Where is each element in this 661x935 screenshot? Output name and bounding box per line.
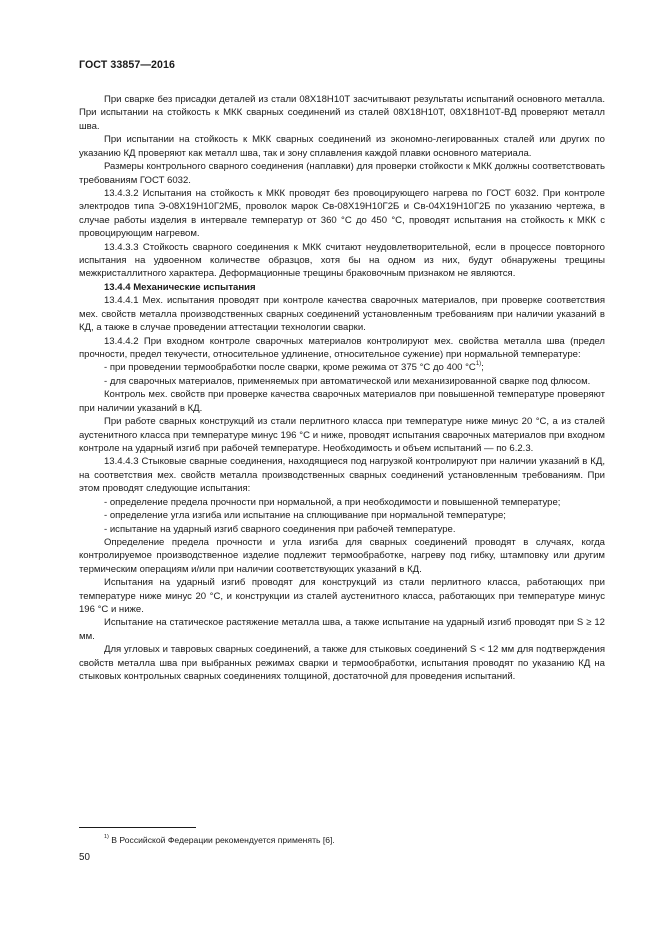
page-number: 50: [79, 852, 90, 863]
list-item: - испытание на ударный изгиб сварного соединения при рабочей температуре.: [104, 523, 456, 535]
paragraph: 13.4.4.3 Стыковые сварные соединения, находящиеся под нагрузкой контролируют при наличии указаний в КД, на соответствия мех. свойств металла производственных сварных соединений установленным требованиям. При этом проводят следующие испытания:: [79, 456, 605, 495]
paragraph: При сварке без присадки деталей из стали 08Х18Н10Т засчитывают результаты испытаний основного металла. При испытании на стойкость к МКК сварных соединений из сталей 08Х18Н10Т, 08Х18Н10Т-ВД проверяют металл шва.: [79, 94, 605, 132]
footnote: [104, 833, 335, 846]
footnote-divider: [79, 827, 196, 828]
footnote-mark: 1): [104, 834, 109, 840]
paragraph: Контроль мех. свойств при проверке качества сварочных материалов при повышенной температуре проверяют при наличии указаний в КД.: [79, 389, 605, 414]
list-item: [79, 361, 605, 374]
list-item: - для сварочных материалов, применяемых при автоматической или механизированной сварке под флюсом.: [104, 375, 591, 387]
paragraph: Размеры контрольного сварного соединения (наплавки) для проверки стойкости к МКК должны соответствовать требованиям ГОСТ 6032.: [79, 161, 605, 186]
list-item: - определение предела прочности при нормальной, а при необходимости и повышенной температуре;: [104, 496, 561, 508]
paragraph: 13.4.4.1 Мех. испытания проводят при контроле качества сварочных материалов, при проверке соответствия мех. свойств металла производственных сварных соединений установленным требованиям при наличии указаний в КД, а также в случае проведении аттестации технологии сварки.: [79, 295, 605, 334]
paragraph: Определение предела прочности и угла изгиба для сварных соединений проводят в случаях, когда контролируемое производственное изделие подлежит термообработке, нагреву под гибку, штамповку или другим термическим операциям и/или при наличии соответствующих указаний в КД.: [79, 536, 605, 575]
paragraph: При испытании на стойкость к МКК сварных соединений из экономно-легированных сталей или других по указанию КД проверяют как металл шва, так и зону сплавления каждой плавки основного материала.: [79, 134, 605, 159]
list-item: - определение угла изгиба или испытание на сплющивание при нормальной температуре;: [104, 510, 506, 522]
list-item-text: - при проведении термообработки после сварки, кроме режима от 375 °С до 400 °С: [104, 362, 476, 374]
paragraph: Для угловых и тавровых сварных соединений, а также для стыковых соединений S < 12 мм для подтверждения свойств металла шва при выбранных режимах сварки и термообработки, испытания проводят по указанию КД на стыковых контрольных сварных соединениях толщиной, достаточной для проведения испытаний.: [79, 644, 605, 683]
footnote-ref: 1): [475, 361, 482, 368]
paragraph: Испытание на статическое растяжение металла шва, а также испытание на ударный изгиб проводят при S ≥ 12 мм.: [79, 617, 605, 642]
document-header: ГОСТ 33857—2016: [79, 59, 176, 71]
list-item-tail: ;: [481, 362, 484, 374]
paragraph: Испытания на ударный изгиб проводят для конструкций из стали перлитного класса, работающих при температуре ниже минус 20 °С, и конструкции из сталей аустенитного класса, работающих при температуре минус 196 °С и ниже.: [79, 577, 605, 616]
paragraph: 13.4.3.2 Испытания на стойкость к МКК проводят без провоцирующего нагрева по ГОСТ 6032. При контроле электродов типа Э-08Х19Н10Г2МБ, проволок марок Св-08Х19Н10Г2Б и Св-04Х19Н10Г2Б по указанию чертежа, в случае работы изделия в интервале температур от 360 °С до 450 °С, проводят испытания на стойкость к МКК с провоцирующим нагревом.: [79, 187, 605, 240]
paragraph: 13.4.3.3 Стойкость сварного соединения к МКК считают неудовлетворительной, если в процессе повторного испытания на удвоенном количестве образцов, хотя бы на одном из них, будут обнаружены трещины межкристаллитного характера. Деформационные трещины браковочным признаком не являются.: [79, 241, 605, 280]
paragraph: При работе сварных конструкций из стали перлитного класса при температуре ниже минус 20 °С, а из сталей аустенитного класса при температуре минус 196 °С и ниже, проводят испытания сварочных материалов при входном контроле на ударный изгиб при рабочей температуре. Необходимость и объем испытаний — по 6.2.3.: [79, 416, 605, 454]
document-body: [79, 93, 605, 684]
section-heading: 13.4.4 Механические испытания: [104, 281, 256, 293]
paragraph: 13.4.4.2 При входном контроле сварочных материалов контролируют мех. свойства металла шва (предел прочности, предел текучести, относительное удлинение, относительное сужение) при нормальной температуре:: [79, 335, 605, 361]
footnote-text: В Российской Федерации рекомендуется применять [6].: [111, 834, 335, 845]
